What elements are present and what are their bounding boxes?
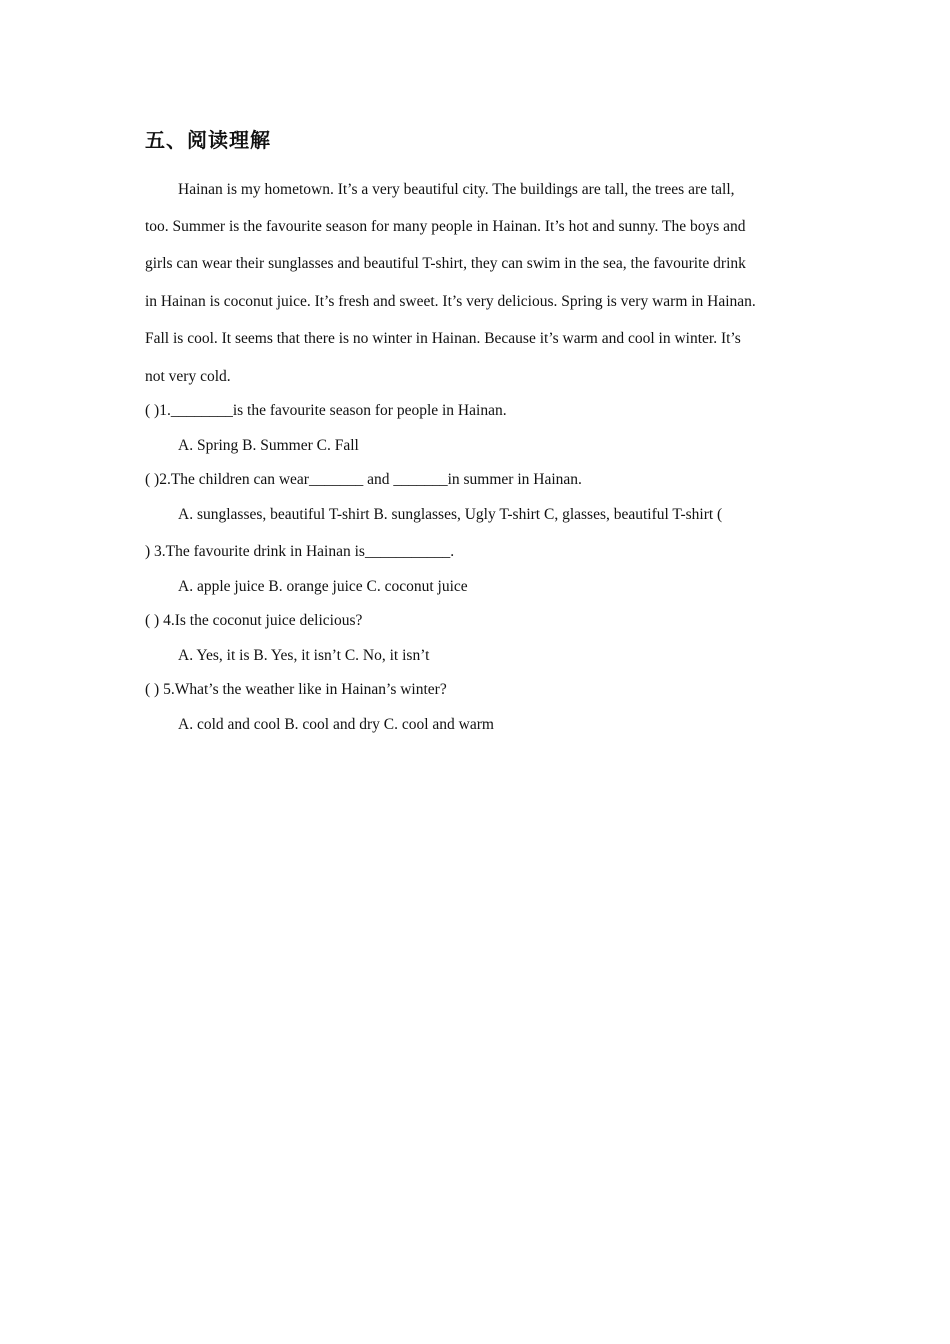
question-2-stem: ( )2.The children can wear_______ and _______in summer in Hainan. xyxy=(145,471,582,488)
passage-line: too. Summer is the favourite season for many people in Hainan. It’s hot and sunny. The boys and xyxy=(145,218,746,235)
question-3-options: A. apple juice B. orange juice C. coconut juice xyxy=(178,578,468,595)
section-heading: 五、阅读理解 xyxy=(145,128,271,152)
question-5-stem: ( ) 5.What’s the weather like in Hainan’s winter? xyxy=(145,681,447,698)
question-1-stem: ( )1.________is the favourite season for people in Hainan. xyxy=(145,402,507,419)
passage-line: not very cold. xyxy=(145,368,231,385)
passage-line: Hainan is my hometown. It’s a very beautiful city. The buildings are tall, the trees are tall, xyxy=(178,181,735,198)
passage-line: girls can wear their sunglasses and beautiful T-shirt, they can swim in the sea, the favourite drink xyxy=(145,255,746,272)
question-5-options: A. cold and cool B. cool and dry C. cool and warm xyxy=(178,716,494,733)
question-2-options: A. sunglasses, beautiful T-shirt B. sunglasses, Ugly T-shirt C, glasses, beautiful T-shirt ( xyxy=(178,506,723,523)
question-4-stem: ( ) 4.Is the coconut juice delicious? xyxy=(145,612,363,629)
question-1-options: A. Spring B. Summer C. Fall xyxy=(178,437,359,454)
passage-line: Fall is cool. It seems that there is no winter in Hainan. Because it’s warm and cool in winter. It’s xyxy=(145,330,741,347)
question-4-options: A. Yes, it is B. Yes, it isn’t C. No, it isn’t xyxy=(178,647,430,664)
passage-line: in Hainan is coconut juice. It’s fresh and sweet. It’s very delicious. Spring is very warm in Hainan. xyxy=(145,293,756,310)
question-3-stem: ) 3.The favourite drink in Hainan is___________. xyxy=(145,543,455,560)
